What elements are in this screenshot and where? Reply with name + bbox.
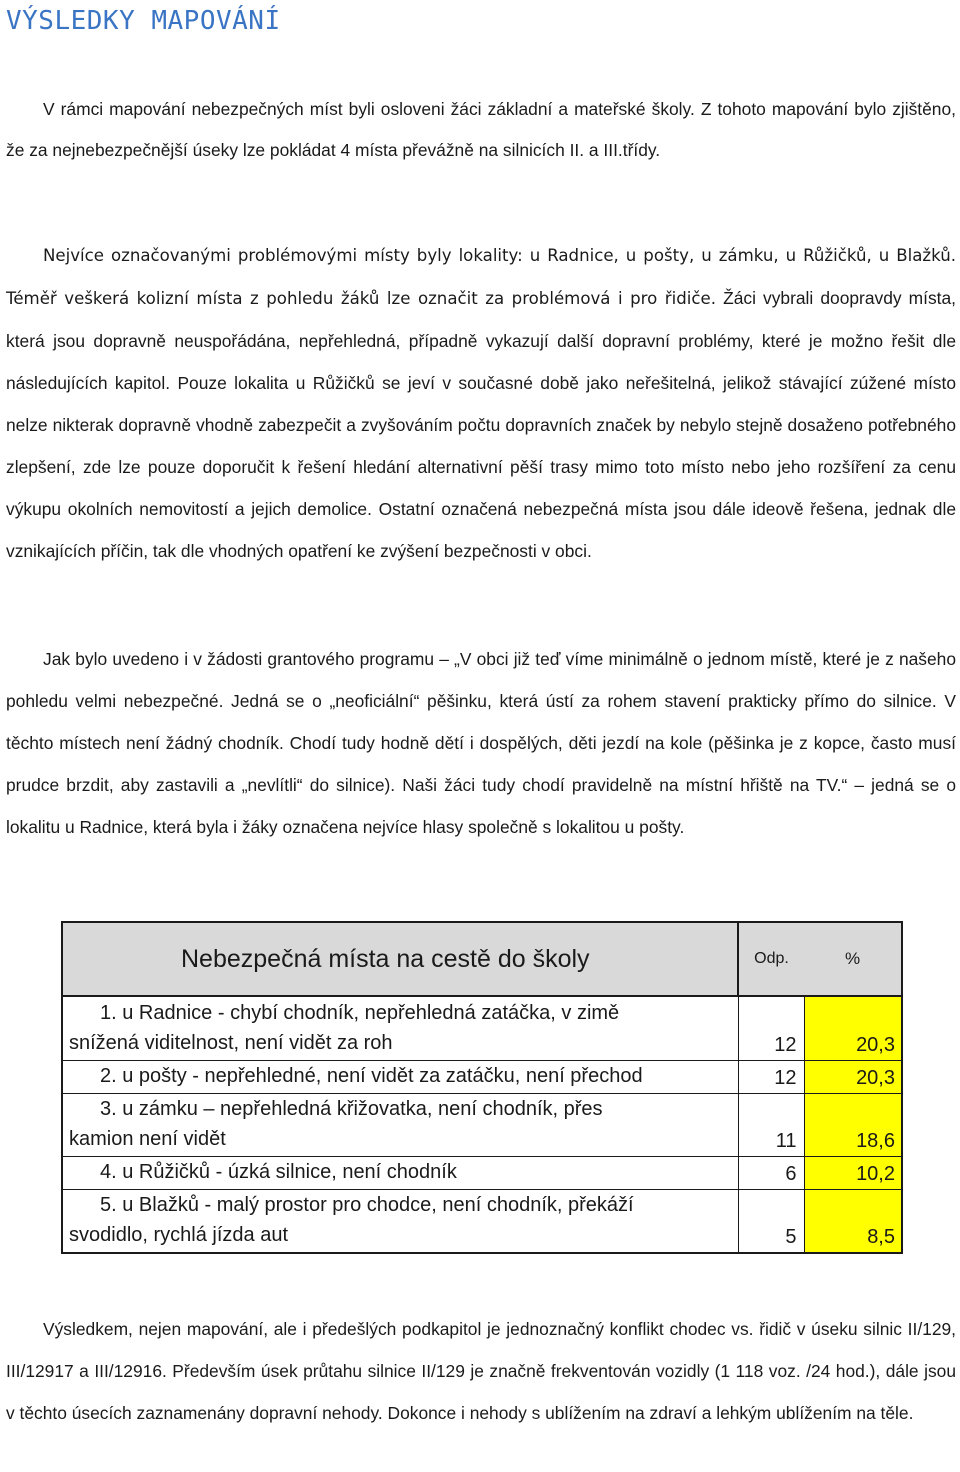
table-header-odp: Odp.: [738, 922, 804, 996]
table-cell-place-line1: 4. u Růžičků - úzká silnice, není chodník: [100, 1160, 457, 1183]
table-header-pct: %: [804, 922, 902, 996]
table-cell-pct: 20,3: [804, 996, 902, 1060]
table-cell-place: [62, 1093, 738, 1156]
table-row: [62, 1189, 902, 1253]
table-cell-odp: 11: [738, 1093, 804, 1156]
paragraph-problem-places-body: Žáci vybrali doopravdy místa, která jsou dopravně neuspořádána, nepřehledná, případně vykazují další dopravní problémy, které je možno řešit dle následujících kapitol. Pouze lokalita u Růžičků se jeví v současné době jako neřešitelná, jelikož stávající zúžené místo nelze nikterak dopravně vhodně zabezpečit a zvyšováním počtu dopravních značek by nebylo stejně dosaženo potřebného zlepšení, zde lze pouze doporučit k řešení hledání alternativní pěší trasy mimo toto místo nebo jeho rozšíření za cenu výkupu okolních nemovitostí a jejich demolice. Ostatní označená nebezpečná místa jsou dále ideově řešena, jednak dle vznikajících příčin, tak dle vhodných opatření ke zvýšení bezpečnosti v obci.: [6, 288, 956, 561]
page-title: VÝSLEDKY MAPOVÁNÍ: [6, 6, 281, 36]
paragraph-grant-quote: Jak bylo uvedeno i v žádosti grantového programu – „V obci již teď víme minimálně o jednom místě, které je z našeho pohledu velmi nebezpečné. Jedná se o „neoficiální“ pěšinku, která ústí za rohem stavení prakticky přímo do silnice. V těchto místech není žádný chodník. Chodí tudy hodně dětí i dospělých, děti jezdí na kole (pěšinka je z kopce, často musí prudce brzdit, aby zastavili a „nevlítli“ do silnice). Naši žáci tudy chodí pravidelně na místní hřiště na TV.“ – jedná se o lokalitu u Radnice, která byla i žáky označena nejvíce hlasy společně s lokalitou u pošty.: [6, 649, 956, 837]
table-cell-pct: 18,6: [804, 1093, 902, 1156]
table-row: [62, 1093, 902, 1156]
table-cell-place-line2: svodidlo, rychlá jízda aut: [69, 1224, 289, 1246]
paragraph-intro: V rámci mapování nebezpečných míst byli osloveni žáci základní a mateřské školy. Z tohoto mapování bylo zjištěno, že za nejnebezpečnější úseky lze pokládat 4 místa převážně na silnicích II. a III.třídy.: [6, 99, 956, 160]
table-cell-odp: 12: [738, 996, 804, 1060]
table-cell-pct: 8,5: [804, 1189, 902, 1253]
table-row: [62, 1156, 902, 1189]
table-cell-place: [62, 1156, 738, 1189]
table-cell-pct: 20,3: [804, 1060, 902, 1093]
table-row: [62, 1060, 902, 1093]
table-cell-place-line1: 2. u pošty - nepřehledné, není vidět za zatáčku, není přechod: [100, 1064, 643, 1087]
paragraph-conclusion: Výsledkem, nejen mapování, ale i předešlých podkapitol je jednoznačný konflikt chodec vs. řidič v úseku silnic II/129, III/12917 a III/12916. Především úsek průtahu silnice II/129 je značně frekventován vozidly (1 118 voz. /24 hod.), dále jsou v těchto úsecích zaznamenány dopravní nehody. Dokonce i nehody s ublížením na zdraví a lehkým ublížením na těle.: [6, 1319, 956, 1423]
table-cell-place-line2: kamion není vidět: [69, 1127, 226, 1150]
table-header-row: [62, 922, 902, 996]
dangerous-places-table: [61, 921, 901, 1253]
paragraph-problem-places-lead: Nejvíce označovanými problémovými místy byly lokality: u Radnice, u pošty, u zámku, u Růžičků, u Blažků. Téměř veškerá kolizní místa z pohledu žáků lze označit za problémová i pro řidiče.: [6, 246, 956, 308]
table-cell-place-line1: 5. u Blažků - malý prostor pro chodce, není chodník, překáží: [100, 1194, 634, 1216]
table-cell-place-line1: 3. u zámku – nepřehledná křižovatka, není chodník, přes: [100, 1097, 603, 1120]
table-cell-place: [62, 996, 738, 1060]
table-cell-odp: 5: [738, 1189, 804, 1253]
table-cell-place-line2: snížená viditelnost, není vidět za roh: [69, 1031, 393, 1054]
table-cell-odp: 12: [738, 1060, 804, 1093]
table-cell-place-line1: 1. u Radnice - chybí chodník, nepřehledná zatáčka, v zimě: [100, 1001, 620, 1024]
table-header-title: Nebezpečná místa na cestě do školy: [62, 922, 738, 996]
table-cell-place: [62, 1060, 738, 1093]
table-cell-odp: 6: [738, 1156, 804, 1189]
table-row: [62, 996, 902, 1060]
table-cell-pct: 10,2: [804, 1156, 902, 1189]
paragraph-problem-places: [6, 234, 956, 572]
table-cell-place: [62, 1189, 738, 1253]
